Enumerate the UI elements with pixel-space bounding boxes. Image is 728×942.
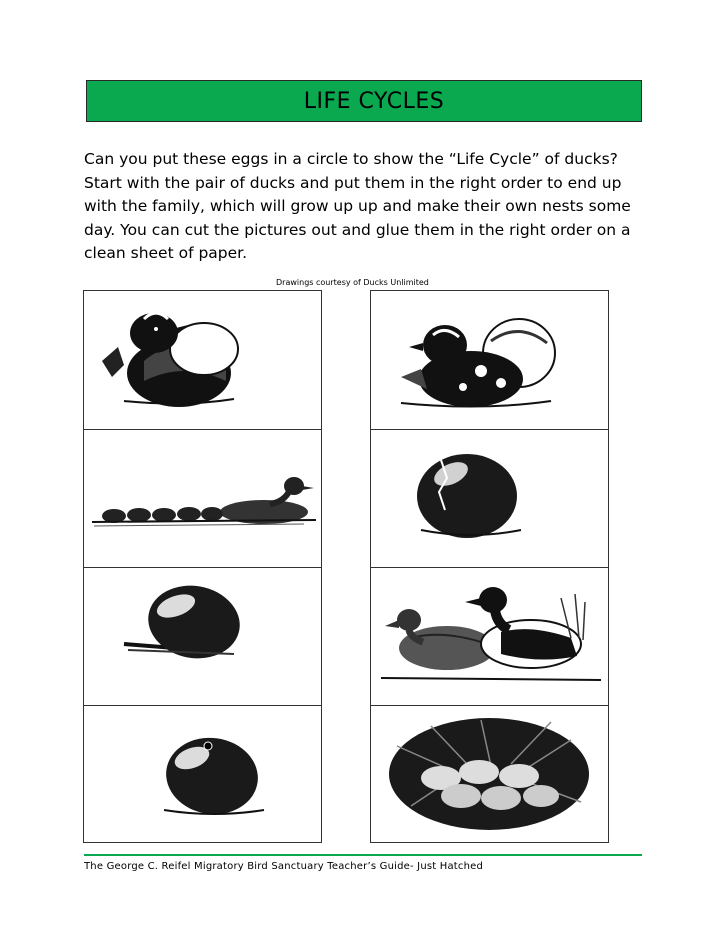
duck-family-swimming-picture[interactable] [84, 429, 321, 568]
duck-pair-icon [371, 568, 608, 706]
egg-with-pip-hole-picture[interactable] [84, 705, 321, 844]
cracked-egg-icon [371, 430, 608, 568]
picture-column-right [370, 290, 609, 843]
title-banner [86, 80, 642, 122]
duckling-hatching-icon [84, 291, 321, 429]
footer-divider [84, 854, 642, 856]
instructions-text: Can you put these eggs in a circle to show the “Life Cycle” of ducks? Start with the pair of ducks and put them in the right order to end up with the family, which will grow up up and make their own nests some day. You can cut the pictures out and glue them in the right order on a clean sheet of paper. [84, 150, 631, 262]
cracked-egg-picture[interactable] [371, 429, 608, 568]
footer-text: The George C. Reifel Migratory Bird Sanctuary Teacher’s Guide- Just Hatched [84, 861, 484, 872]
egg-pip-hole-icon [84, 706, 321, 844]
nest-with-eggs-icon [371, 706, 608, 844]
whole-egg-picture[interactable] [84, 567, 321, 706]
duckling-beside-shell-icon [371, 291, 608, 429]
page-title: LIFE CYCLES [303, 88, 445, 114]
drawing-credit: Drawings courtesy of Ducks Unlimited [276, 278, 429, 287]
duck-pair-picture[interactable] [371, 567, 608, 706]
picture-column-left [83, 290, 322, 843]
duckling-beside-shell-picture[interactable] [371, 291, 608, 429]
nest-with-eggs-picture[interactable] [371, 705, 608, 844]
duck-family-swimming-icon [84, 430, 321, 568]
egg-icon [84, 568, 321, 706]
duckling-hatching-picture[interactable] [84, 291, 321, 429]
